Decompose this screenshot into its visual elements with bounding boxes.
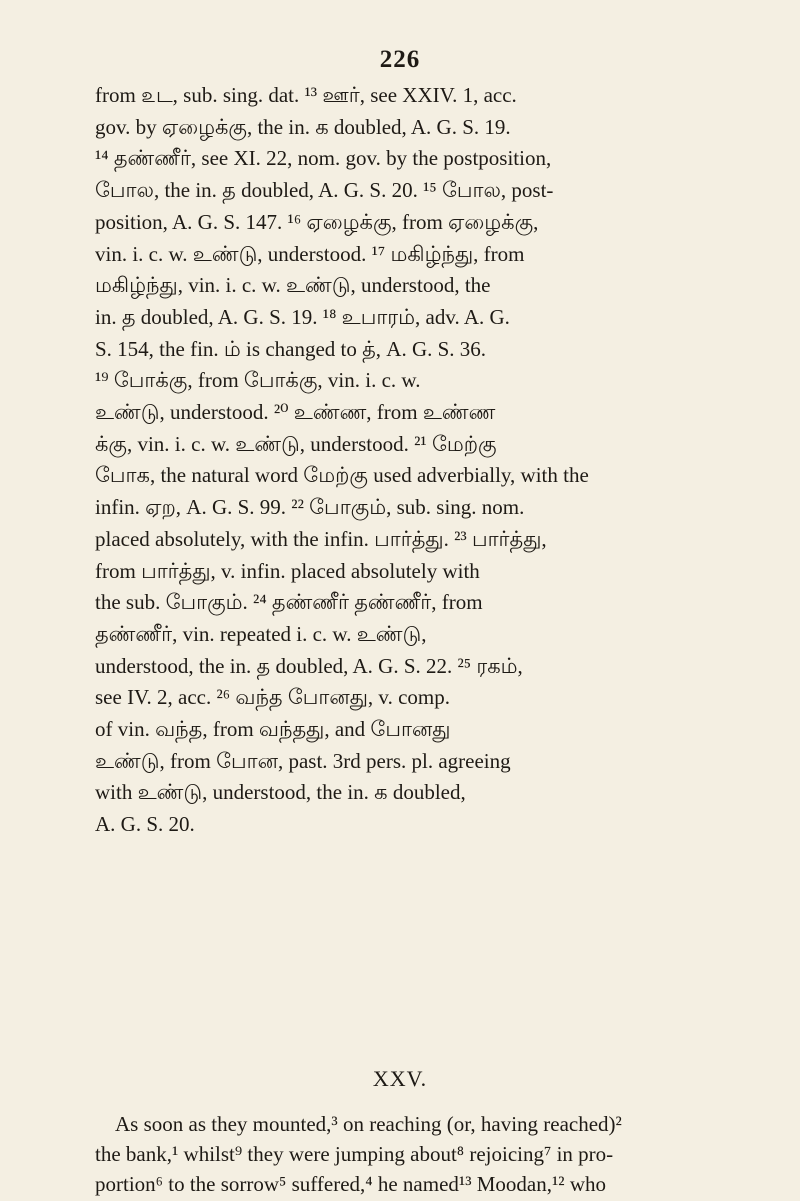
note-line: S. 154, the fin. ம் is changed to த், A. G. S. 36. xyxy=(95,336,487,361)
note-line: with உண்டு, understood, the in. க doubled, xyxy=(95,780,466,805)
note-line: போல, the in. த doubled, A. G. S. 20. ¹⁵ போல, post- xyxy=(95,178,554,203)
note-line: position, A. G. S. 147. ¹⁶ ஏழைக்கு, from ஏழைக்கு, xyxy=(95,209,539,234)
page-number: 226 xyxy=(379,46,421,73)
note-line: placed absolutely, with the infin. பார்த்து. ²³ பார்த்து, xyxy=(95,526,547,551)
note-line: gov. by ஏழைக்கு, the in. க doubled, A. G. S. 19. xyxy=(95,114,511,139)
note-line: மகிழ்ந்து, vin. i. c. w. உண்டு, understood, the xyxy=(95,273,491,298)
note-line: from பார்த்து, v. infin. placed absolutely with xyxy=(95,558,480,583)
note-line: போக, the natural word மேற்கு used adverbially, with the xyxy=(95,463,589,488)
note-line: from ௨ட, sub. sing. dat. ¹³ ஊர், see XXIV. 1, acc. xyxy=(95,83,517,107)
note-line: in. த doubled, A. G. S. 19. ¹⁸ உபாரம், adv. A. G. xyxy=(95,304,510,329)
note-line: understood, the in. த doubled, A. G. S. 22. ²⁵ ரகம், xyxy=(95,653,523,678)
translation-paragraph xyxy=(95,1109,740,1199)
note-line: உண்டு, from போன, past. 3rd pers. pl. agreeing xyxy=(95,748,511,773)
note-line: vin. i. c. w. உண்டு, understood. ¹⁷ மகிழ்ந்து, from xyxy=(95,241,525,266)
note-line: ¹⁹ போக்கு, from போக்கு, vin. i. c. w. xyxy=(95,368,421,393)
translation-line: the bank,¹ whilst⁹ they were jumping about⁸ rejoicing⁷ in pro- xyxy=(95,1142,614,1166)
note-line: infin. ஏற, A. G. S. 99. ²² போகும், sub. sing. nom. xyxy=(95,495,525,520)
note-line: ¹⁴ தண்ணீர், see XI. 22, nom. gov. by the postposition, xyxy=(95,146,552,171)
translation-line: As soon as they mounted,³ on reaching (or, having reached)² xyxy=(115,1112,622,1136)
note-line: see IV. 2, acc. ²⁶ வந்த போனது, v. comp. xyxy=(95,685,450,710)
note-line: of vin. வந்த, from வந்தது, and போனது xyxy=(95,717,451,742)
note-line: the sub. போகும். ²⁴ தண்ணீர் தண்ணீர், from xyxy=(95,590,483,615)
note-line: தண்ணீர், vin. repeated i. c. w. உண்டு, xyxy=(95,621,427,646)
note-line: க்கு, vin. i. c. w. உண்டு, understood. ²¹ மேற்கு xyxy=(95,431,497,456)
note-line: A. G. S. 20. xyxy=(95,812,195,837)
translation-line: portion⁶ to the sorrow⁵ suffered,⁴ he named¹³ Moodan,¹² who xyxy=(95,1172,606,1196)
note-line: உண்டு, understood. ²⁰ உண்ண, from உண்ண xyxy=(95,400,496,425)
grammatical-notes xyxy=(95,80,740,841)
section-heading: XXV. xyxy=(372,1066,428,1091)
